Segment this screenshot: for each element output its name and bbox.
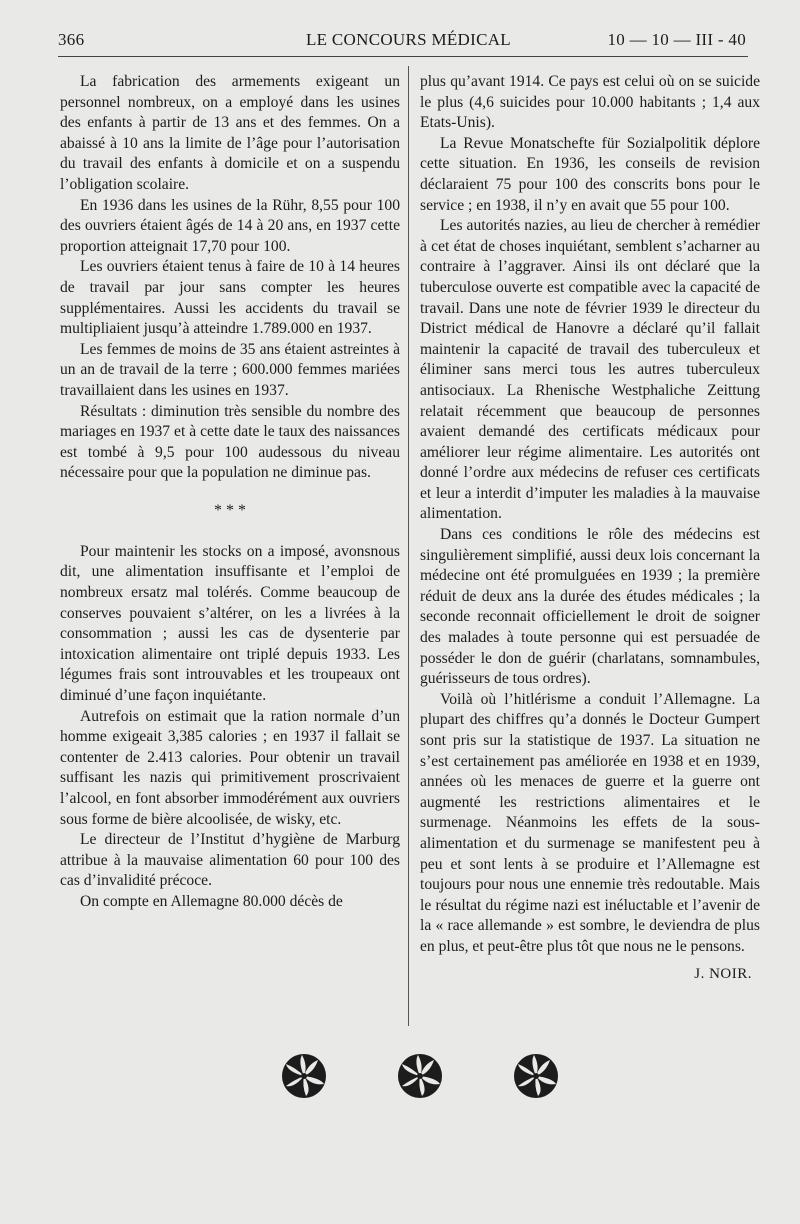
author-signature: J. NOIR.: [694, 965, 752, 982]
right-column: [420, 72, 760, 984]
page-header: [58, 26, 746, 54]
journal-title: LE CONCOURS MÉDICAL: [306, 30, 511, 49]
left-column: [60, 72, 400, 913]
page-number: 366: [58, 30, 85, 49]
column-divider: [408, 66, 409, 1026]
paragraph: Les autorités nazies, au lieu de chercher à remédier à cet état de choses inquiétant, semblent s’acharner au contraire à l’aggraver. Ainsi ils ont déclaré que la tuberculose ouverte est compatible avec la capacité de travail. Dans une note de février 1939 le directeur du District médical de Hanovre a déclaré qu’il fallait maintenir la capacité de travail des tuberculeux et éliminer sans merci tous les autres tuberculeux antisociaux. La Rhenische Westphaliche Zeittung relatait récemment que beaucoup de personnes avaient demandé des certificats médicaux pour améliorer leur régime alimentaire. Les autorités ont donné l’ordre aux médecins de refuser ces certificats et leur a interdit d’imputer les maladies à la mauvaise alimentation.: [420, 217, 760, 523]
paragraph: Autrefois on estimait que la ration normale d’un homme exigeait 3,385 calories ; en 1937 il fallait se contenter de 2.413 calories. Pour obtenir un travail suffisant les nazis qui primitivement proscrivaient l’alcool, en font absorber immodérément aux ouvriers sous forme de bière alcoolisée, de wisky, etc.: [60, 707, 400, 828]
paragraph: Voilà où l’hitlérisme a conduit l’Allemagne. La plupart des chiffres qu’a donnés le Docteur Gumpert sont pris sur la statistique de 1937. La situation ne s’est certainement pas améliorée en 1938 et en 1939, années où les menaces de guerre et la guerre ont augmenté les restrictions alimentaires et le surmenage. Néanmoins les effets de la sous-alimentation et du surmenage se manifestent peu à peu et sont lents à se produire et l’Allemagne est toujours pour nous une ennemie très redoutable. Mais le résultat du régime nazi est inéluctable et l’avenir de la « race allemande » est sombre, le deviendra de plus en plus, et peut-être plus tôt que nous ne le pensons.: [420, 690, 760, 955]
paragraph: La Revue Monatschefte für Sozialpolitik déplore cette situation. En 1936, les conseils de revision déclaraient 75 pour 100 des conscrits bons pour le service ; en 1938, il n’y en avait que 55 pour 100.: [420, 134, 760, 214]
paragraph: Dans ces conditions le rôle des médecins est singulièrement simplifié, aussi deux lois concernant la médecine ont été promulguées en 1939 ; la première réduit de deux ans la durée des études médicales ; la seconde reconnait officiellement le droit de soigner des malades à toute personne qui est persuadée de posséder le don de guérir (charlatans, somnambules, guérisseurs de tous ordres).: [420, 526, 760, 688]
paragraph: Les femmes de moins de 35 ans étaient astreintes à un an de travail de la terre ; 600.000 femmes mariées travaillaient dans les usines en 1937.: [60, 340, 400, 399]
paragraph: plus qu’avant 1914. Ce pays est celui où on se suicide le plus (4,6 suicides pour 10.000 habitants ; 1,4 aux Etats-Unis).: [420, 73, 760, 132]
ornament-icon: [512, 1052, 560, 1100]
ornament-icon: [396, 1052, 444, 1100]
paragraph: Résultats : diminution très sensible du nombre des mariages en 1937 et à cette date le taux des naissances est tombé à 9,5 pour 100 audessous du niveau nécessaire pour que la population ne diminue pas.: [60, 402, 400, 482]
paragraph: Le directeur de l’Institut d’hygiène de Marburg attribue à la mauvaise alimentation 60 pour 100 des cas d’invalidité précoce.: [60, 831, 400, 890]
section-separator: * * *: [214, 501, 246, 519]
header-rule: [58, 56, 748, 57]
paragraph: La fabrication des armements exigeant un personnel nombreux, on a employé dans les usines des enfants à partir de 13 ans et des femmes. On a abaissé à 10 ans la limite de l’âge pour l’autorisation du travail des enfants à domicile et on a suspendu l’obligation scolaire.: [60, 73, 400, 193]
paragraph: Les ouvriers étaient tenus à faire de 10 à 14 heures de travail par jour sans compter les heures supplémentaires. Aussi les accidents du travail se multipliaient jusqu’à atteindre 1.789.000 en 1937.: [60, 258, 400, 338]
ornament-icon: [280, 1052, 328, 1100]
ornament-row: [280, 1052, 560, 1108]
paragraph: Pour maintenir les stocks on a imposé, avonsnous dit, une alimentation insuffisante et l’emploi de nombreux ersatz mal tolérés. Comme beaucoup de conserves pouvaient s’altérer, on les a livrées à la consommation ; aussi les cas de dysenterie par intoxication alimentaire ont triplé depuis 1933. Les légumes frais sont introuvables et les troupeaux ont diminué d’une façon inquiétante.: [60, 542, 400, 705]
paragraph: On compte en Allemagne 80.000 décès de: [80, 892, 343, 910]
paragraph: En 1936 dans les usines de la Rühr, 8,55 pour 100 des ouvriers étaient âgés de 14 à 20 ans, en 1937 cette proportion atteignait 17,70 pour 100.: [60, 196, 400, 255]
issue-date: 10 — 10 — III - 40: [607, 30, 746, 49]
